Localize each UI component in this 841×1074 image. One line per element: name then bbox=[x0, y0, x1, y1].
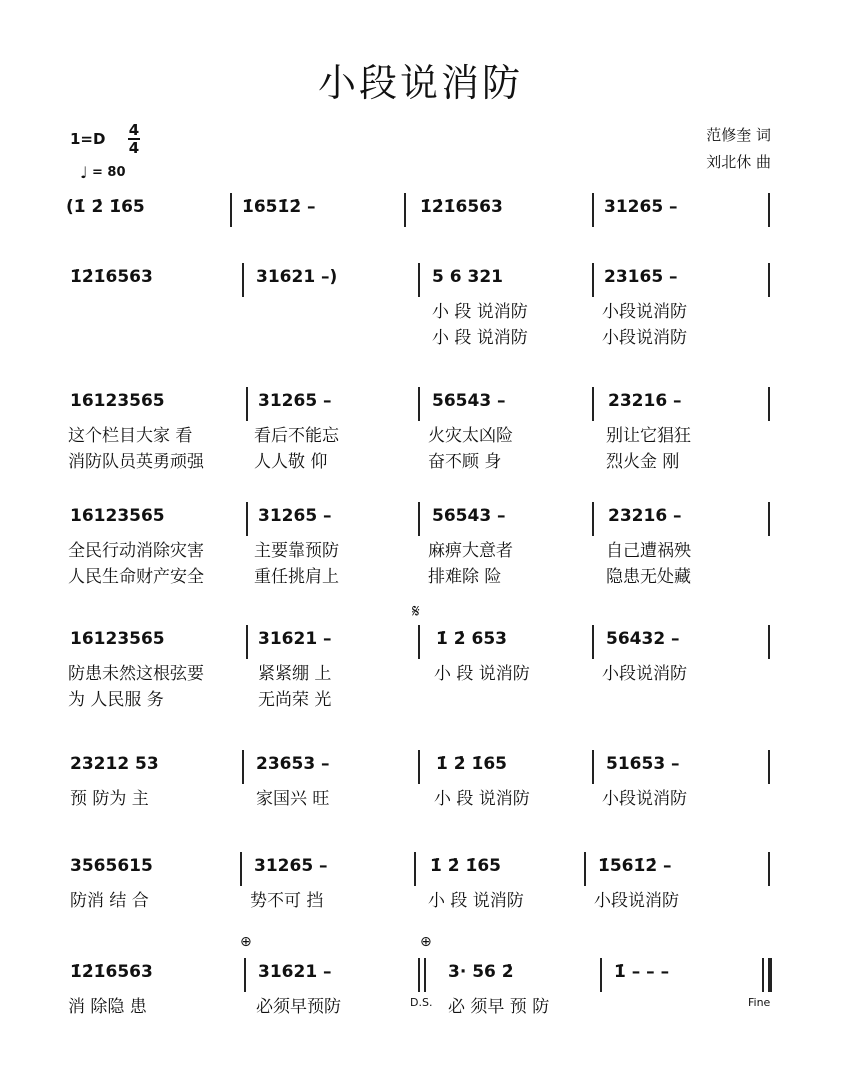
measure: (1̇ 2̇ 1̇65 bbox=[66, 197, 145, 217]
barline bbox=[600, 958, 602, 992]
barline bbox=[418, 625, 420, 659]
barline bbox=[414, 852, 416, 886]
lyric-line: 小段说消防 bbox=[594, 891, 679, 911]
score-row bbox=[62, 754, 778, 814]
measure: 1̇ – – – bbox=[614, 962, 670, 982]
lyric-line: 势不可 挡 bbox=[250, 891, 324, 911]
lyric-line: 隐患无处藏 bbox=[606, 567, 691, 587]
lyric-line: 小 段 说消防 bbox=[434, 664, 530, 684]
lyric-line: 自己遭祸殃 bbox=[606, 541, 691, 561]
ds-marking: D.S. bbox=[410, 996, 433, 1009]
lyric-line: 紧紧绷 上 bbox=[258, 664, 332, 684]
measure: 1̇2̇1̇6563 bbox=[70, 267, 153, 287]
lyric-line: 小段说消防 bbox=[602, 664, 687, 684]
lyric-line: 别让它猖狂 bbox=[606, 426, 691, 446]
lyric-line: 麻痹大意者 bbox=[428, 541, 513, 561]
measure-line bbox=[62, 629, 778, 659]
measure: 51653 – bbox=[606, 754, 680, 774]
measure: 1̇2̇1̇6563 bbox=[420, 197, 503, 217]
measure: 31621 –) bbox=[256, 267, 338, 287]
time-sig-top: 4 bbox=[128, 121, 140, 139]
barline bbox=[246, 625, 248, 659]
lyric-line: 排难除 险 bbox=[428, 567, 502, 587]
lyric-line: 消防队员英勇顽强 bbox=[68, 452, 204, 472]
barline bbox=[418, 502, 420, 536]
barline bbox=[246, 387, 248, 421]
barline bbox=[246, 502, 248, 536]
lyric-line: 预 防为 主 bbox=[70, 789, 149, 809]
coda-icon: ⊕ bbox=[240, 934, 252, 950]
barline bbox=[592, 193, 594, 227]
lyric-line: 无尚荣 光 bbox=[258, 690, 332, 710]
barline bbox=[242, 263, 244, 297]
measure: 31265 – bbox=[604, 197, 678, 217]
score-row bbox=[62, 856, 778, 916]
barline bbox=[768, 502, 770, 536]
measure-line bbox=[62, 506, 778, 536]
measure-line bbox=[62, 267, 778, 297]
measure: 5 6 321 bbox=[432, 267, 503, 287]
score-row bbox=[62, 629, 778, 709]
composer-credit: 刘北休 曲 bbox=[706, 153, 771, 171]
key-signature: 1=D bbox=[70, 130, 106, 148]
lyric-line: 小 段 说消防 bbox=[434, 789, 530, 809]
lyric-line: 主要靠预防 bbox=[254, 541, 339, 561]
lyricist-credit: 范修奎 词 bbox=[706, 126, 771, 144]
measure: 1̇ 2̇ 1̇65 bbox=[436, 754, 507, 774]
barline bbox=[592, 750, 594, 784]
segno-icon: 𝄋 bbox=[412, 601, 420, 622]
barline bbox=[240, 852, 242, 886]
time-sig-bottom: 4 bbox=[128, 139, 140, 157]
lyric-line: 人民生命财产安全 bbox=[68, 567, 204, 587]
measure: 23165 – bbox=[604, 267, 678, 287]
lyric-line: 看后不能忘 bbox=[254, 426, 339, 446]
score-row bbox=[62, 962, 778, 1022]
barline bbox=[768, 387, 770, 421]
measure: 23216 – bbox=[608, 506, 682, 526]
barline bbox=[592, 502, 594, 536]
time-signature bbox=[128, 122, 140, 156]
measure: 1̇ 2̇ 1̇65 bbox=[430, 856, 501, 876]
lyric-line: 为 人民服 务 bbox=[68, 690, 164, 710]
lyric-line: 重任挑肩上 bbox=[254, 567, 339, 587]
score-row bbox=[62, 506, 778, 586]
measure: 31265 – bbox=[258, 391, 332, 411]
tempo-note-icon: ♩ bbox=[80, 163, 88, 182]
barline bbox=[584, 852, 586, 886]
measure-line bbox=[62, 856, 778, 886]
lyric-line: 小 段 说消防 bbox=[432, 302, 528, 322]
measure: 56543 – bbox=[432, 391, 506, 411]
score-row bbox=[62, 197, 778, 257]
barline bbox=[768, 852, 770, 886]
lyric-line: 奋不顾 身 bbox=[428, 452, 502, 472]
measure: 31265 – bbox=[254, 856, 328, 876]
measure: 31265 – bbox=[258, 506, 332, 526]
fine-marking: Fine bbox=[748, 996, 771, 1009]
barline bbox=[768, 263, 770, 297]
lyric-line: 火灾太凶险 bbox=[428, 426, 513, 446]
barline bbox=[768, 750, 770, 784]
lyric-line: 人人敬 仰 bbox=[254, 452, 328, 472]
measure: 23212 53 bbox=[70, 754, 159, 774]
lyric-line: 小 段 说消防 bbox=[432, 328, 528, 348]
barline bbox=[242, 750, 244, 784]
measure: 1̇2̇1̇6563 bbox=[70, 962, 153, 982]
measure: 56432 – bbox=[606, 629, 680, 649]
measure: 56543 – bbox=[432, 506, 506, 526]
barline bbox=[592, 625, 594, 659]
barline bbox=[404, 193, 406, 227]
measure: 3565615 bbox=[70, 856, 153, 876]
measure: 3· 56 2̇ bbox=[448, 962, 514, 982]
measure: 16123565 bbox=[70, 506, 165, 526]
measure-line bbox=[62, 391, 778, 421]
barline bbox=[230, 193, 232, 227]
measure: 1̇ 2̇ 653 bbox=[436, 629, 507, 649]
barline bbox=[592, 387, 594, 421]
measure: 1̇561̇2̇ – bbox=[598, 856, 672, 876]
lyric-line: 全民行动消除灾害 bbox=[68, 541, 204, 561]
barline bbox=[418, 958, 420, 992]
lyric-line: 防患未然这根弦要 bbox=[68, 664, 204, 684]
measure: 31621 – bbox=[258, 629, 332, 649]
lyric-line: 必 须早 预 防 bbox=[448, 997, 550, 1017]
measure: 23653 – bbox=[256, 754, 330, 774]
final-barline bbox=[768, 958, 772, 992]
lyric-line: 家国兴 旺 bbox=[256, 789, 330, 809]
lyric-line: 小段说消防 bbox=[602, 789, 687, 809]
barline bbox=[418, 387, 420, 421]
barline bbox=[762, 958, 764, 992]
barline bbox=[418, 263, 420, 297]
measure-line bbox=[62, 754, 778, 784]
tempo-marking: = 80 bbox=[92, 165, 126, 180]
barline bbox=[768, 625, 770, 659]
coda-icon: ⊕ bbox=[420, 934, 432, 950]
barline bbox=[244, 958, 246, 992]
lyric-line: 烈火金 刚 bbox=[606, 452, 680, 472]
measure: 31621 – bbox=[258, 962, 332, 982]
measure: 23216 – bbox=[608, 391, 682, 411]
repeat-barline bbox=[424, 958, 426, 992]
barline bbox=[592, 263, 594, 297]
measure-line bbox=[62, 962, 778, 992]
lyric-line: 这个栏目大家 看 bbox=[68, 426, 193, 446]
measure: 1̇651̇2̇ – bbox=[242, 197, 316, 217]
lyric-line: 消 除隐 患 bbox=[68, 997, 147, 1017]
barline bbox=[768, 193, 770, 227]
measure: 16123565 bbox=[70, 391, 165, 411]
credits bbox=[706, 122, 771, 176]
measure-line bbox=[62, 197, 778, 227]
measure: 16123565 bbox=[70, 629, 165, 649]
score-row bbox=[62, 391, 778, 471]
score-row bbox=[62, 267, 778, 347]
barline bbox=[418, 750, 420, 784]
lyric-line: 防消 结 合 bbox=[70, 891, 149, 911]
lyric-line: 小 段 说消防 bbox=[428, 891, 524, 911]
lyric-line: 小段说消防 bbox=[602, 328, 687, 348]
song-title: 小段说消防 bbox=[317, 61, 523, 105]
lyric-line: 必须早预防 bbox=[256, 997, 341, 1017]
lyric-line: 小段说消防 bbox=[602, 302, 687, 322]
